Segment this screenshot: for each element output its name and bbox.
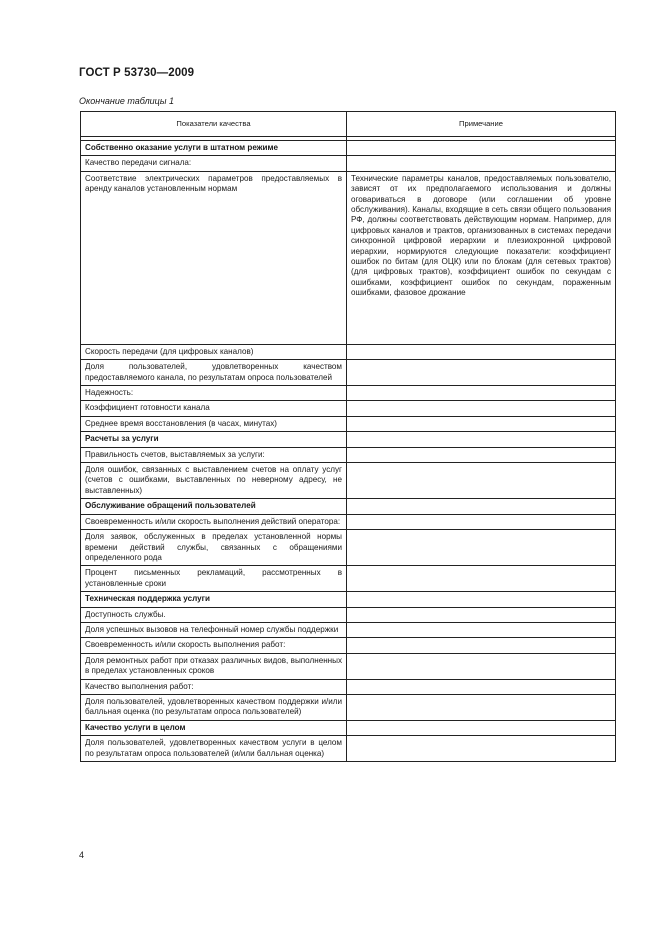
table-row <box>81 401 616 416</box>
table-row <box>81 679 616 694</box>
table-cell-indicator: Доля ремонтных работ при отказах различных видов, выполненных в пределах установленных сроков <box>81 653 347 679</box>
table-cell-note <box>347 679 616 694</box>
table-cell-indicator: Доля пользователей, удовлетворенных качеством поддержки и/или балльная оценка (по результатам опроса пользователей) <box>81 694 347 720</box>
column-header-indicators: Показатели качества <box>81 112 347 137</box>
table-row <box>81 463 616 499</box>
table-cell-note <box>347 156 616 171</box>
table-cell-note <box>347 514 616 529</box>
table-row <box>81 653 616 679</box>
table-cell-note <box>347 653 616 679</box>
table-section-row <box>81 720 616 735</box>
table-row <box>81 156 616 171</box>
table-cell-indicator: Соответствие электрических параметров предоставляемых в аренду каналов установленным нормам <box>81 171 347 344</box>
table-cell-note <box>347 401 616 416</box>
table-cell-indicator: Качество выполнения работ: <box>81 679 347 694</box>
section-title: Обслуживание обращений пользователей <box>81 499 347 514</box>
table-row <box>81 360 616 386</box>
table-cell-note <box>347 447 616 462</box>
table-row <box>81 171 616 344</box>
table-cell-note <box>347 416 616 431</box>
table-cell-indicator: Доля ошибок, связанных с выставлением счетов на оплату услуг (счетов с ошибками, выставленных по неверному адресу, не выставленных) <box>81 463 347 499</box>
document-title: ГОСТ Р 53730—2009 <box>79 67 195 79</box>
quality-indicators-table <box>80 111 616 762</box>
table-cell-note <box>347 499 616 514</box>
table-cell-note <box>347 607 616 622</box>
table-cell-note <box>347 344 616 359</box>
table-cell-note <box>347 566 616 592</box>
table-cell-note <box>347 592 616 607</box>
table-section-row <box>81 592 616 607</box>
table-cell-indicator: Скорость передачи (для цифровых каналов) <box>81 344 347 359</box>
table-cell-indicator: Своевременность и/или скорость выполнения работ: <box>81 638 347 653</box>
table-row <box>81 694 616 720</box>
table-cell-note <box>347 432 616 447</box>
table-cell-note <box>347 386 616 401</box>
table-row <box>81 386 616 401</box>
table-cell-indicator: Среднее время восстановления (в часах, минутах) <box>81 416 347 431</box>
section-title: Собственно оказание услуги в штатном режиме <box>81 141 347 156</box>
table-cell-note <box>347 736 616 762</box>
table-row <box>81 514 616 529</box>
table-cell-indicator: Коэффициент готовности канала <box>81 401 347 416</box>
table-cell-note <box>347 720 616 735</box>
table-row <box>81 530 616 566</box>
table-cell-indicator: Правильность счетов, выставляемых за услуги: <box>81 447 347 462</box>
table-row <box>81 566 616 592</box>
table-cell-indicator: Доля пользователей, удовлетворенных качеством предоставляемого канала, по результатам опроса пользователей <box>81 360 347 386</box>
table-row <box>81 736 616 762</box>
table-cell-note <box>347 622 616 637</box>
table-row <box>81 622 616 637</box>
table-cell-indicator: Надежность: <box>81 386 347 401</box>
table-cell-indicator: Доля успешных вызовов на телефонный номер службы поддержки <box>81 622 347 637</box>
table-section-row <box>81 499 616 514</box>
table-cell-note <box>347 141 616 156</box>
table-cell-indicator: Доступность службы. <box>81 607 347 622</box>
table-cell-indicator: Доля заявок, обслуженных в пределах установленной нормы времени действий службы, связанных с обращениями определенного рода <box>81 530 347 566</box>
table-cell-note <box>347 360 616 386</box>
table-row <box>81 638 616 653</box>
table-section-row <box>81 432 616 447</box>
table-cell-indicator: Своевременность и/или скорость выполнения действий оператора: <box>81 514 347 529</box>
section-title: Расчеты за услуги <box>81 432 347 447</box>
section-title: Техническая поддержка услуги <box>81 592 347 607</box>
table-cell-indicator: Процент письменных рекламаций, рассмотренных в установленные сроки <box>81 566 347 592</box>
table-cell-note <box>347 638 616 653</box>
column-header-notes: Примечание <box>347 112 616 137</box>
table-row <box>81 416 616 431</box>
table-caption: Окончание таблицы 1 <box>79 96 174 106</box>
page-number: 4 <box>79 850 85 860</box>
table-row <box>81 447 616 462</box>
table-cell-indicator: Качество передачи сигнала: <box>81 156 347 171</box>
table-cell-note <box>347 694 616 720</box>
table-cell-note <box>347 463 616 499</box>
table-row <box>81 344 616 359</box>
section-title: Качество услуги в целом <box>81 720 347 735</box>
table-row <box>81 607 616 622</box>
table-cell-note <box>347 530 616 566</box>
table-cell-indicator: Доля пользователей, удовлетворенных качеством услуги в целом по результатам опроса пользователей (и/или балльная оценка) <box>81 736 347 762</box>
table-section-row <box>81 141 616 156</box>
table-cell-note: Технические параметры каналов, предоставляемых пользователю, зависят от их предполагаемого использования и должны оговариваться в договоре (или соглашении об уровне обслуживания). Каналы, входящие в сеть связи общего пользования РФ, должны соответствовать действующим нормам. Например, для цифровых каналов и трактов, организованных в системах передачи синхронной цифровой иерархии и плезиохронной цифровой иерархии, нормируются следующие показатели: коэффициент ошибок по битам (для ОЦК) или по блокам (для сетевых трактов) (для цифровых трактов), коэффициент ошибок по секундам с ошибками, коэффициент ошибок по секундам, пораженным ошибками, фазовое дрожание <box>347 171 616 344</box>
